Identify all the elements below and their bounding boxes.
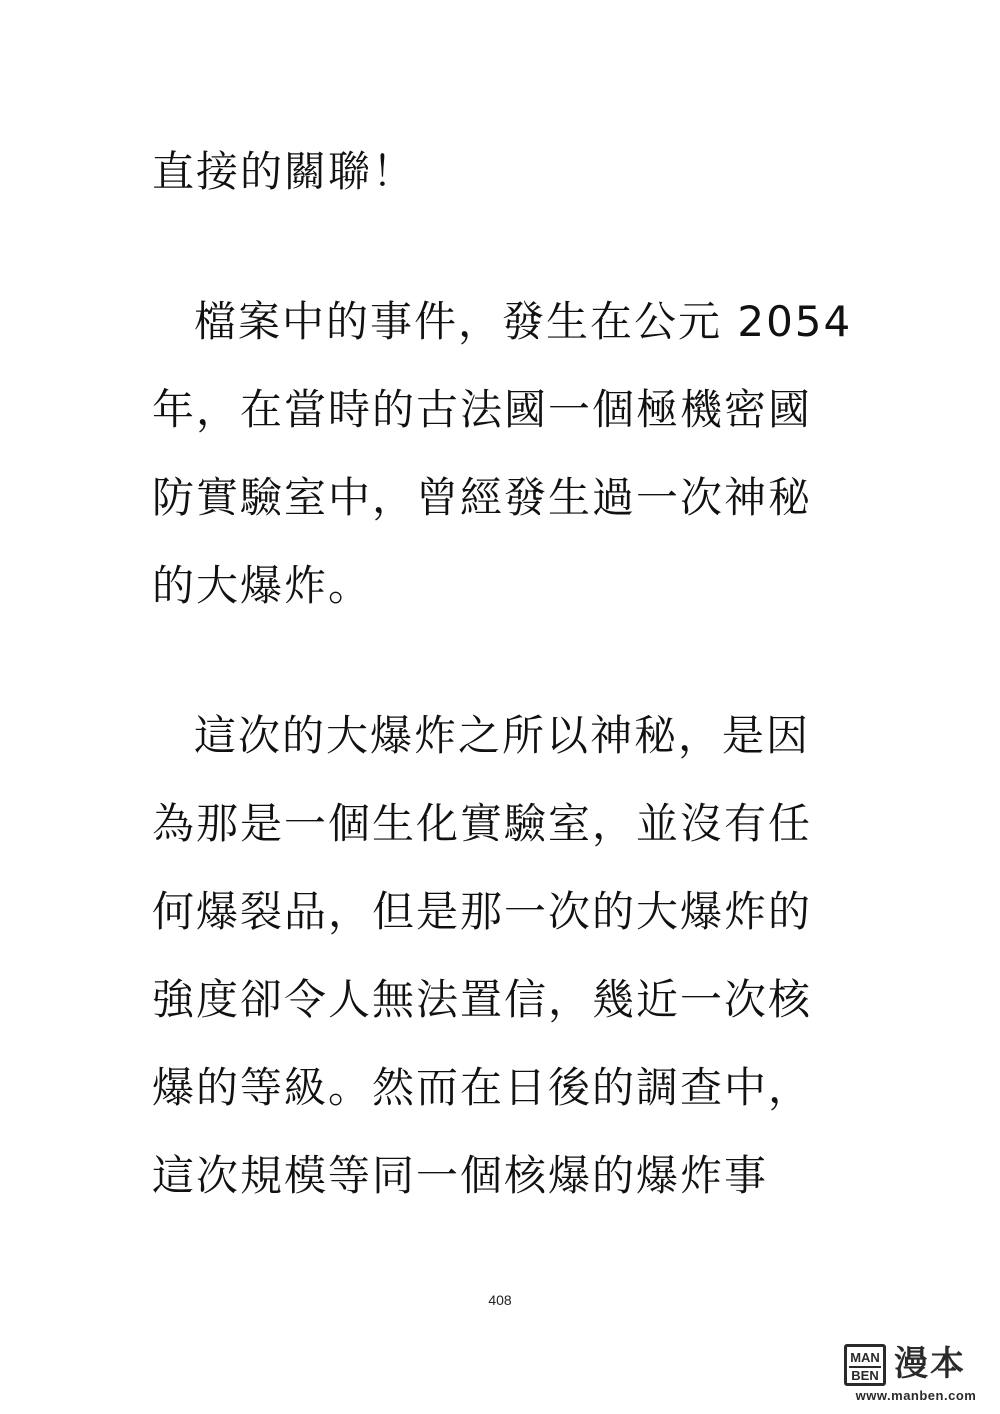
watermark-logo-bottom: BEN — [851, 1368, 879, 1383]
text-line: 這次規模等同一個核爆的爆炸事 — [152, 1151, 769, 1200]
watermark-logo-icon — [844, 1344, 886, 1386]
watermark-name: 漫本 — [894, 1344, 966, 1384]
watermark — [844, 1344, 988, 1406]
text-line: 強度卻令人無法置信，幾近一次核 — [152, 975, 813, 1024]
text-line: 的大爆炸。 — [152, 561, 373, 610]
text-line: 年，在當時的古法國一個極機密國 — [152, 385, 813, 434]
text-line: 何爆裂品，但是那一次的大爆炸的 — [152, 887, 813, 936]
watermark-url: www.manben.com — [855, 1388, 977, 1403]
watermark-logo-top: MAN — [850, 1350, 880, 1365]
text-line: 這次的大爆炸之所以神秘，是因 — [194, 711, 811, 760]
text-line: 檔案中的事件，發生在公元 2054 — [194, 297, 853, 346]
text-line: 為那是一個生化實驗室，並沒有任 — [152, 799, 813, 848]
text-line: 直接的關聯！ — [152, 147, 417, 196]
text-line: 防實驗室中，曾經發生過一次神秘 — [152, 473, 813, 522]
page-number: 408 — [488, 1292, 512, 1308]
text-line: 爆的等級。然而在日後的調查中， — [152, 1063, 813, 1112]
